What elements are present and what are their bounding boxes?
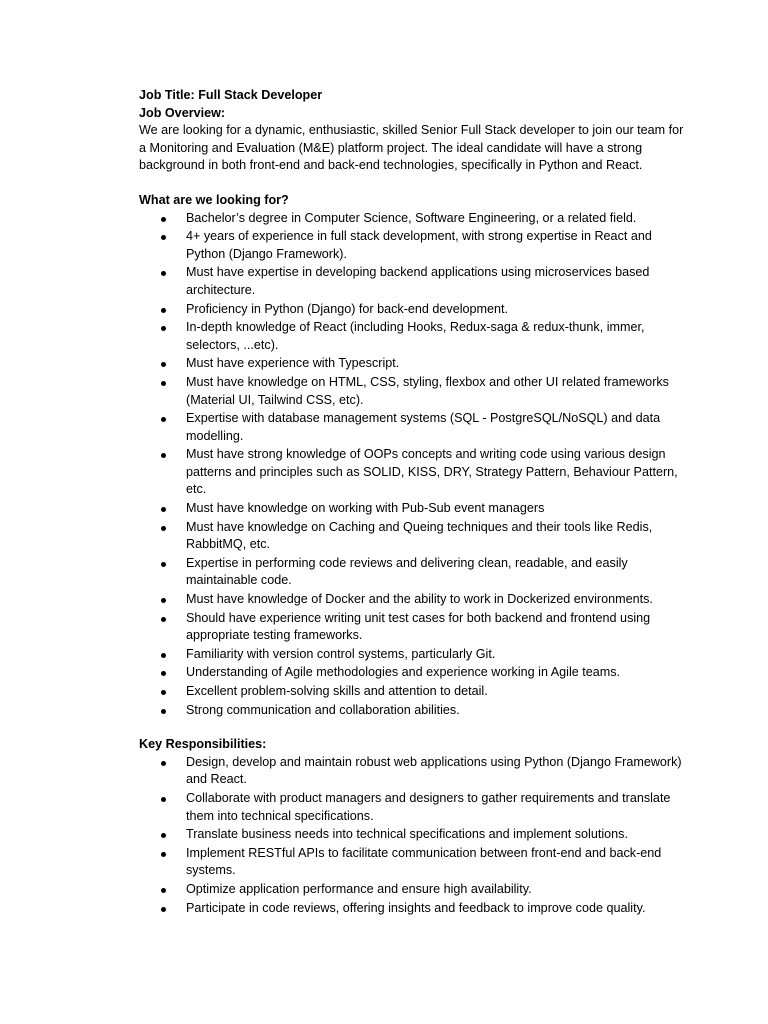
list-item bbox=[139, 374, 684, 409]
list-item bbox=[139, 610, 684, 645]
list-item bbox=[139, 446, 684, 499]
bullet-icon bbox=[161, 888, 166, 893]
list-item bbox=[139, 264, 684, 299]
list-item-text: Must have knowledge on working with Pub-Sub event managers bbox=[186, 501, 545, 516]
bullet-icon bbox=[161, 598, 166, 603]
list-item-text: Should have experience writing unit test cases for both backend and frontend using appropriate testing frameworks. bbox=[186, 610, 651, 643]
overview-heading: Job Overview: bbox=[139, 105, 226, 120]
bullet-icon bbox=[161, 308, 166, 313]
list-item bbox=[139, 500, 684, 518]
bullet-icon bbox=[161, 907, 166, 912]
list-item bbox=[139, 355, 684, 373]
list-item-text: Excellent problem-solving skills and attention to detail. bbox=[186, 684, 488, 698]
requirements-heading: What are we looking for? bbox=[139, 192, 289, 207]
document-page bbox=[139, 87, 684, 918]
list-item-text: Optimize application performance and ensure high availability. bbox=[186, 881, 532, 896]
list-item-text: Must have expertise in developing backend applications using microservices based architecture. bbox=[186, 265, 650, 297]
list-item-text: Must have knowledge of Docker and the ability to work in Dockerized environments. bbox=[186, 592, 653, 607]
bullet-icon bbox=[161, 653, 166, 658]
list-item bbox=[139, 790, 684, 825]
list-item-text: Translate business needs into technical specifications and implement solutions. bbox=[186, 827, 628, 842]
list-item-text: Must have knowledge on HTML, CSS, styling, flexbox and other UI related frameworks (Material UI, Tailwind CSS, etc). bbox=[186, 374, 669, 407]
list-item-text: Familiarity with version control systems, particularly Git. bbox=[186, 646, 496, 661]
requirements-list bbox=[139, 210, 684, 720]
bullet-icon bbox=[161, 417, 166, 422]
bullet-icon bbox=[161, 852, 166, 857]
bullet-icon bbox=[161, 217, 166, 222]
list-item-text: Bachelor’s degree in Computer Science, Software Engineering, or a related field. bbox=[186, 210, 637, 225]
list-item-text: Proficiency in Python (Django) for back-end development. bbox=[186, 301, 509, 316]
list-item bbox=[139, 900, 684, 918]
list-item-text: Implement RESTful APIs to facilitate communication between front-end and back-end systems. bbox=[186, 845, 662, 878]
responsibilities-heading: Key Responsibilities: bbox=[139, 737, 267, 752]
list-item bbox=[139, 646, 684, 664]
overview-text: We are looking for a dynamic, enthusiastic, skilled Senior Full Stack developer to join our team for a Monitoring and Evaluation (M&E) platform project. The ideal candidate will have a strong background in both front-end and back-end technologies, specifically in Python and React. bbox=[139, 123, 684, 173]
list-item-text: Expertise in performing code reviews and delivering clean, readable, and easily maintainable code. bbox=[186, 555, 628, 588]
list-item-text: Must have experience with Typescript. bbox=[186, 356, 400, 371]
list-item-text: In-depth knowledge of React (including Hooks, Redux-saga & redux-thunk, immer, selectors, ...etc). bbox=[186, 320, 645, 352]
bullet-icon bbox=[161, 797, 166, 802]
list-item bbox=[139, 519, 684, 554]
list-item bbox=[139, 881, 684, 899]
bullet-icon bbox=[161, 562, 166, 567]
bullet-icon bbox=[161, 690, 166, 695]
bullet-icon bbox=[161, 709, 166, 714]
bullet-icon bbox=[161, 671, 166, 676]
list-item bbox=[139, 319, 684, 354]
bullet-icon bbox=[161, 235, 166, 240]
bullet-icon bbox=[161, 453, 166, 458]
job-title: Job Title: Full Stack Developer bbox=[139, 88, 323, 102]
list-item bbox=[139, 410, 684, 445]
list-item bbox=[139, 702, 684, 720]
list-item-text: Must have knowledge on Caching and Queing techniques and their tools like Redis, RabbitMQ, etc. bbox=[186, 519, 653, 552]
list-item bbox=[139, 555, 684, 590]
responsibilities-list bbox=[139, 754, 684, 917]
bullet-icon bbox=[161, 761, 166, 766]
list-item-text: 4+ years of experience in full stack development, with strong expertise in React and Python (Django Framework). bbox=[186, 229, 652, 261]
bullet-icon bbox=[161, 271, 166, 276]
bullet-icon bbox=[161, 526, 166, 531]
list-item-text: Strong communication and collaboration abilities. bbox=[186, 702, 460, 717]
list-item bbox=[139, 683, 684, 701]
bullet-icon bbox=[161, 507, 166, 512]
bullet-icon bbox=[161, 362, 166, 367]
list-item-text: Expertise with database management systems (SQL - PostgreSQL/NoSQL) and data modelling. bbox=[186, 411, 661, 443]
list-item-text: Must have strong knowledge of OOPs concepts and writing code using various design patterns and principles such as SOLID, KISS, DRY, Strategy Pattern, Behaviour Pattern, etc. bbox=[186, 447, 678, 497]
list-item bbox=[139, 664, 684, 682]
bullet-icon bbox=[161, 833, 166, 838]
list-item bbox=[139, 591, 684, 609]
bullet-icon bbox=[161, 381, 166, 386]
list-item-text: Understanding of Agile methodologies and experience working in Agile teams. bbox=[186, 665, 621, 680]
bullet-icon bbox=[161, 326, 166, 331]
list-item-text: Participate in code reviews, offering insights and feedback to improve code quality. bbox=[186, 900, 646, 915]
list-item-text: Design, develop and maintain robust web applications using Python (Django Framework) and React. bbox=[186, 754, 682, 787]
list-item bbox=[139, 228, 684, 263]
list-item bbox=[139, 210, 684, 228]
list-item-text: Collaborate with product managers and designers to gather requirements and translate them into technical specifications. bbox=[186, 790, 671, 823]
list-item bbox=[139, 845, 684, 880]
list-item bbox=[139, 754, 684, 789]
list-item bbox=[139, 826, 684, 844]
bullet-icon bbox=[161, 617, 166, 622]
list-item bbox=[139, 301, 684, 319]
